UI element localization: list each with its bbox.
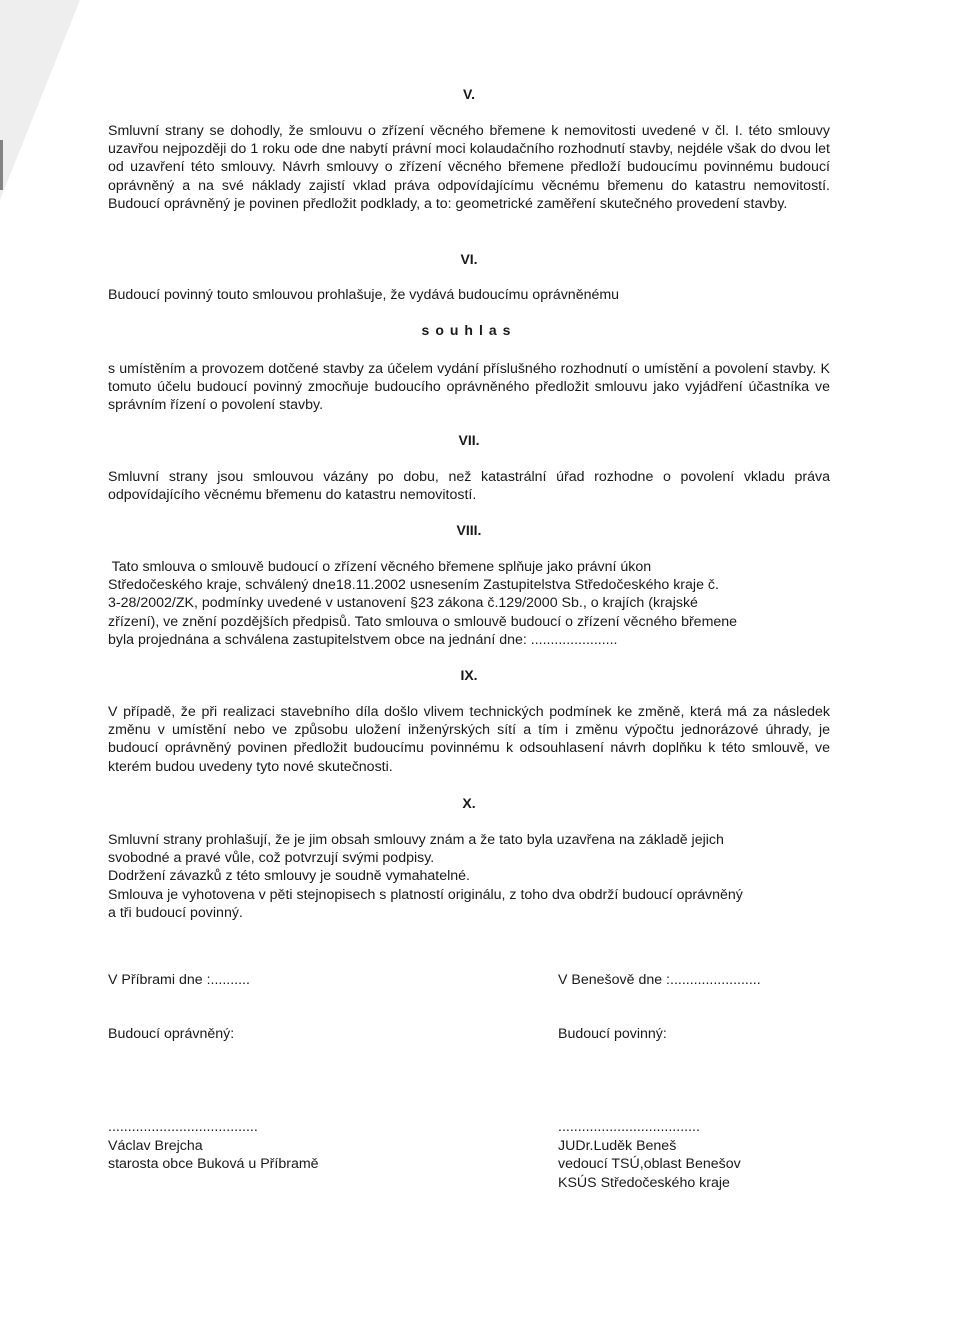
consent-word: souhlas (421, 322, 517, 338)
section-x-line: Smluvní strany prohlašují, že je jim obsah smlouvy znám a že tato byla uzavřena na základě jejich (108, 832, 724, 848)
section-x-line: Smlouva je vyhotovena v pěti stejnopisech s platností originálu, z toho dva obdrží budoucí oprávněný (108, 886, 743, 903)
signature-right-org: KSÚS Středočeského kraje (558, 1174, 730, 1191)
section-viii-text (108, 558, 830, 649)
section-vi-text: s umístěním a provozem dotčené stavby za účelem vydání příslušného rozhodnutí o umístění a povolení stavby. K tomuto účelu budoucí povinný zmocňuje budoucího oprávněného předložit smlouvu jako vyjádření účastníka ve správním řízení o povolení stavby. (108, 361, 830, 414)
signature-right-block (558, 1118, 741, 1192)
section-v-heading: V. (463, 86, 475, 102)
signature-left-block (108, 1118, 319, 1174)
section-x-line: Dodržení závazků z této smlouvy je soudně vymahatelné. (108, 868, 470, 885)
section-ix-heading: IX. (460, 667, 478, 683)
signature-right-place: V Benešově dne :....................... (558, 972, 761, 988)
signature-right-role: Budoucí povinný: (558, 1026, 667, 1042)
section-viii-line: 3-28/2002/ZK, podmínky uvedené v ustanovení §23 zákona č.129/2000 Sb., o krajích (krajské (108, 595, 698, 612)
section-x-heading: X. (462, 795, 476, 811)
signature-left-dots: ...................................... (108, 1119, 258, 1135)
signature-left-name: Václav Brejcha (108, 1137, 203, 1154)
section-viii-line: zřízení), ve znění pozdějších předpisů. Tato smlouva o smlouvě budoucí o zřízení věcného břemene (108, 613, 738, 630)
section-x-line: svobodné a pravé vůle, což potvrzují svými podpisy. (108, 850, 435, 867)
signature-left-role: Budoucí oprávněný: (108, 1026, 235, 1042)
scan-edge-shadow (0, 0, 90, 240)
section-x-line: a tři budoucí povinný. (108, 904, 243, 921)
section-ix-text: V případě, že při realizaci stavebního díla došlo vlivem technických podmínek ke změně, která má za následek změnu v umístění nebo ve způsobu uložení inženýrských sítí a tím i změnu výpočtu jednorázové úhrady, je budoucí oprávněný povinen předložit budoucímu povinnému k odsouhlasení návrh doplňku k této smlouvě, ve kterém budou uvedeny tyto nové skutečnosti. (108, 704, 830, 775)
section-vii-text: Smluvní strany jsou smlouvou vázány po dobu, než katastrální úřad rozhodne o povolení vkladu práva odpovídajícího věcnému břemenu do katastru nemovitostí. (108, 469, 830, 504)
signature-right-dots: .................................... (558, 1119, 700, 1135)
section-viii-heading: VIII. (456, 522, 482, 538)
section-viii-line: Středočeského kraje, schválený dne18.11.2002 usnesením Zastupitelstva Středočeského kraje č. (108, 577, 719, 594)
section-viii-line: byla projednána a schválena zastupitelstvem obce na jednání dne: ...................... (108, 631, 618, 648)
signature-right-name: JUDr.Luděk Beneš (558, 1137, 677, 1154)
section-v-text: Smluvní strany se dohodly, že smlouvu o zřízení věcného břemene k nemovitosti uvedené v čl. I. této smlouvy uzavřou nejpozději do 1 roku ode dne nabytí právní moci kolaudačního rozhodnutí stavby, nejdéle však do dvou let od uzavření této smlouvy. Návrh smlouvy o zřízení věcného břemene předloží budoucímu povinnému budoucí oprávněný a na své náklady zajistí vklad práva odpovídajícímu věcnému břemenu do katastru nemovitostí. Budoucí oprávněný je povinen předložit podklady, a to: geometrické zaměření skutečného provedení stavby. (108, 123, 830, 212)
section-vii-heading: VII. (458, 432, 480, 448)
section-x-text (108, 831, 830, 922)
section-vi-intro: Budoucí povinný touto smlouvou prohlašuje, že vydává budoucímu oprávněnému (108, 287, 620, 303)
section-viii-line: Tato smlouva o smlouvě budoucí o zřízení věcného břemene splňuje jako právní úkon (108, 559, 652, 575)
signature-right-title: vedoucí TSÚ,oblast Benešov (558, 1156, 741, 1172)
signature-left-title: starosta obce Buková u Příbramě (108, 1156, 319, 1172)
section-vi-heading: VI. (460, 251, 478, 267)
signature-left-place: V Příbrami dne :.......... (108, 972, 250, 988)
